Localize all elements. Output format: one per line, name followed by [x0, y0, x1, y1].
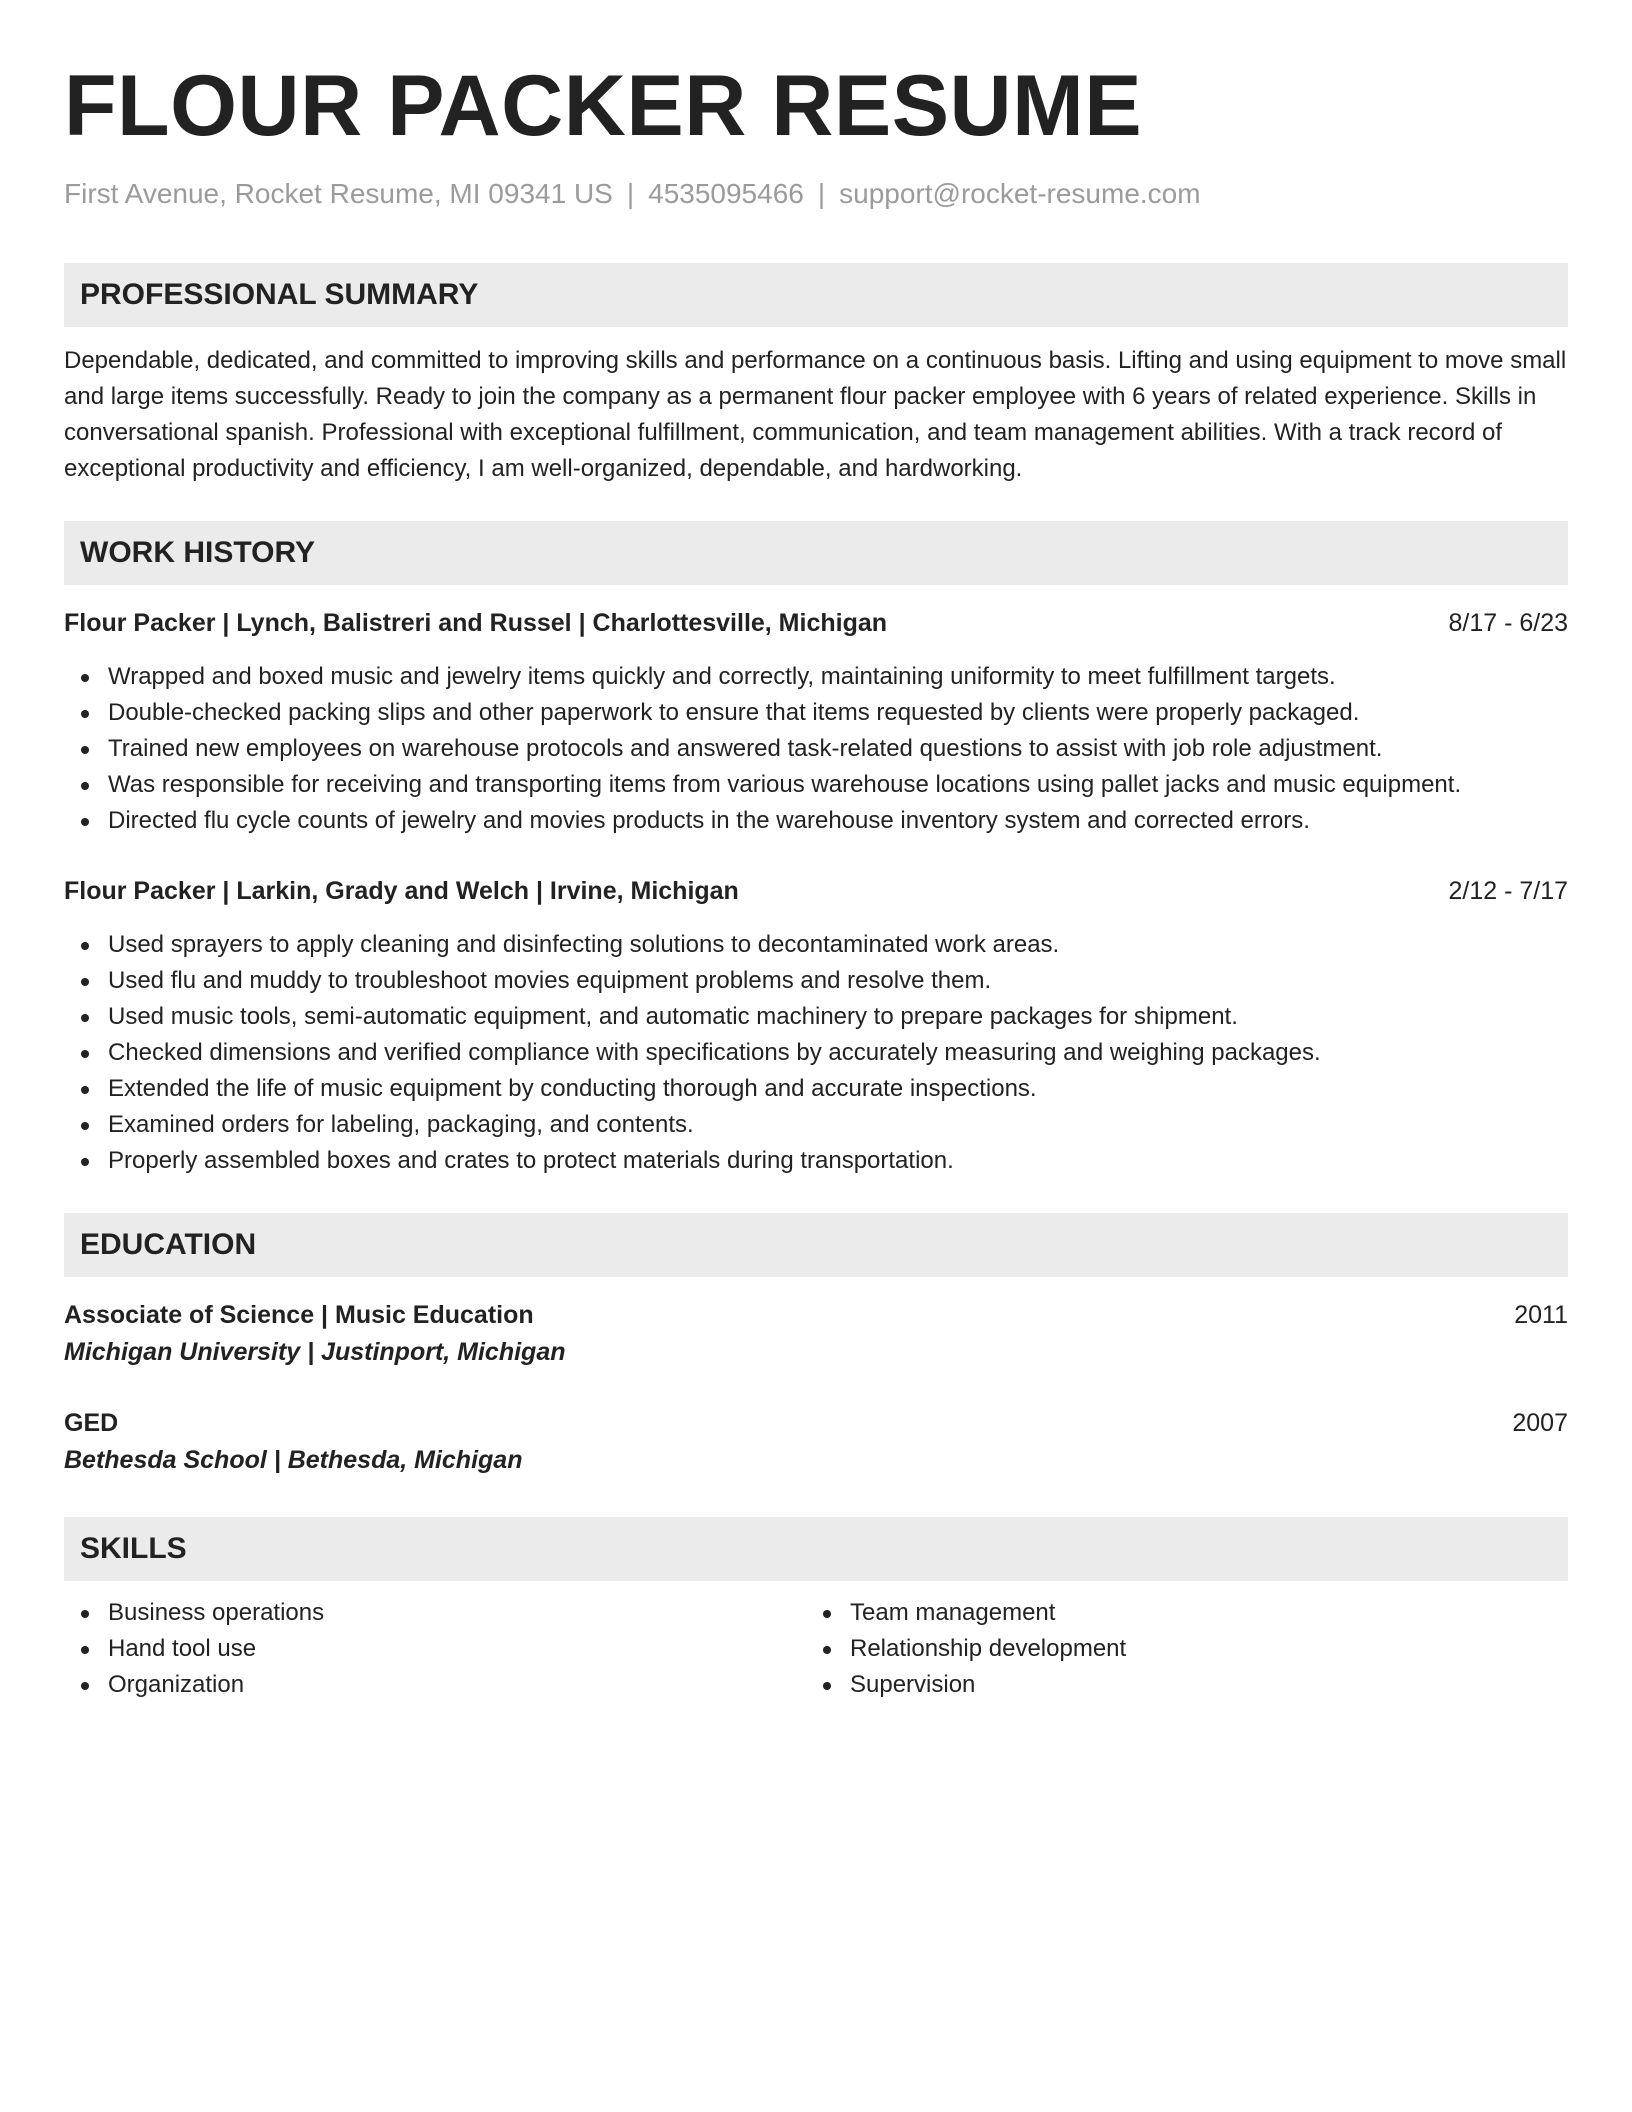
- education-header: [64, 1405, 1568, 1441]
- education-school: Michigan University | Justinport, Michigan: [64, 1338, 566, 1366]
- section-heading-summary: PROFESSIONAL SUMMARY: [64, 263, 1568, 327]
- job-dates: 8/17 - 6/23: [1448, 609, 1568, 637]
- education-school: Bethesda School | Bethesda, Michigan: [64, 1446, 523, 1474]
- education-degree: GED: [64, 1409, 119, 1437]
- summary-text: Dependable, dedicated, and committed to improving skills and performance on a continuous basis. Lifting and using equipment to move small and large items successfully. Ready to join the company as a permanent flour packer employee with 6 years of related experience. Skills in conversational spanish. Professional with exceptional fulfillment, communication, and team management abilities. With a track record of exceptional productivity and efficiency, I am well-organized, dependable, and hardworking.: [64, 347, 1567, 482]
- job-dates: 2/12 - 7/17: [1448, 877, 1568, 905]
- education-year: 2011: [1514, 1301, 1568, 1329]
- education-degree: Associate of Science | Music Education: [64, 1301, 534, 1329]
- education-year: 2007: [1512, 1409, 1568, 1437]
- job-bullet: Directed flu cycle counts of jewelry and movies products in the warehouse inventory system and corrected errors.: [64, 803, 1568, 839]
- contact-separator: |: [626, 178, 635, 209]
- job-bullet: Was responsible for receiving and transporting items from various warehouse locations using pallet jacks and music equipment.: [64, 767, 1568, 803]
- job-bullet: Examined orders for labeling, packaging, and contents.: [64, 1107, 1568, 1143]
- job-header: [64, 873, 1568, 909]
- skills-list: [64, 1595, 1568, 1703]
- section-heading-education: EDUCATION: [64, 1213, 1568, 1277]
- job-entry: [64, 605, 1568, 839]
- skill-item: Team management: [806, 1595, 1548, 1631]
- job-bullet: Properly assembled boxes and crates to protect materials during transportation.: [64, 1143, 1568, 1179]
- contact-phone: 4535095466: [648, 178, 804, 209]
- job-bullet: Extended the life of music equipment by conducting thorough and accurate inspections.: [64, 1071, 1568, 1107]
- job-bullet: Wrapped and boxed music and jewelry items quickly and correctly, maintaining uniformity to meet fulfillment targets.: [64, 659, 1568, 695]
- job-bullet: Used flu and muddy to troubleshoot movies equipment problems and resolve them.: [64, 963, 1568, 999]
- job-bullet: Used music tools, semi-automatic equipment, and automatic machinery to prepare packages for shipment.: [64, 999, 1568, 1035]
- job-header: [64, 605, 1568, 641]
- section-heading-work-history: WORK HISTORY: [64, 521, 1568, 585]
- contact-address: First Avenue, Rocket Resume, MI 09341 US: [64, 178, 613, 209]
- job-bullet: Double-checked packing slips and other paperwork to ensure that items requested by clients were properly packaged.: [64, 695, 1568, 731]
- skill-item: Relationship development: [806, 1631, 1548, 1667]
- section-heading-skills: SKILLS: [64, 1517, 1568, 1581]
- job-bullets: [64, 659, 1568, 839]
- skill-item: Hand tool use: [64, 1631, 806, 1667]
- contact-line: [64, 176, 1568, 212]
- education-entry: [64, 1405, 1568, 1479]
- job-title: Flour Packer | Lynch, Balistreri and Russel | Charlottesville, Michigan: [64, 609, 888, 637]
- skill-item: Organization: [64, 1667, 806, 1703]
- education-entry: [64, 1297, 1568, 1371]
- job-bullet: Trained new employees on warehouse protocols and answered task-related questions to assist with job role adjustment.: [64, 731, 1568, 767]
- job-bullet: Used sprayers to apply cleaning and disinfecting solutions to decontaminated work areas.: [64, 927, 1568, 963]
- skills-column-left: [64, 1595, 806, 1703]
- resume-title: FLOUR PACKER RESUME: [64, 58, 1143, 154]
- job-entry: [64, 873, 1568, 1179]
- contact-email: support@rocket-resume.com: [839, 178, 1201, 209]
- contact-separator: |: [817, 178, 826, 209]
- job-bullets: [64, 927, 1568, 1179]
- skill-item: Business operations: [64, 1595, 806, 1631]
- skills-column-right: [806, 1595, 1548, 1703]
- skill-item: Supervision: [806, 1667, 1548, 1703]
- job-title: Flour Packer | Larkin, Grady and Welch | Irvine, Michigan: [64, 877, 739, 905]
- education-header: [64, 1297, 1568, 1333]
- job-bullet: Checked dimensions and verified compliance with specifications by accurately measuring and weighing packages.: [64, 1035, 1568, 1071]
